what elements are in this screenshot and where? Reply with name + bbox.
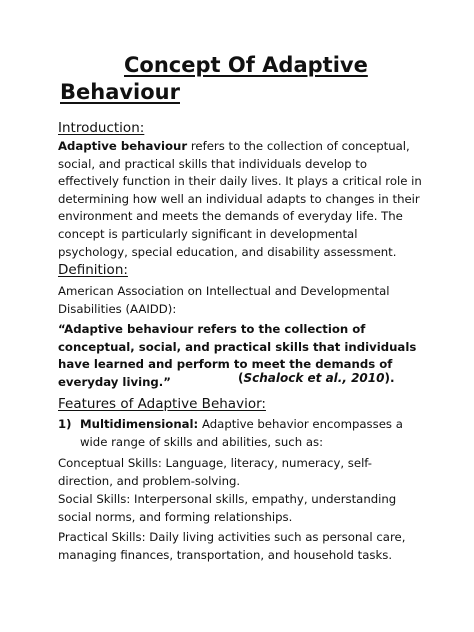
introduction-paragraph [58, 138, 426, 261]
feature-item-lead: Multidimensional: [80, 417, 199, 431]
definition-quote: “Adaptive behaviour refers to the collection of conceptual, social, and practical skills that individuals have learned and perform to meet the demands of everyday living.” [58, 322, 421, 389]
definition-citation [238, 371, 395, 385]
document-title [60, 52, 368, 106]
definition-heading: Definition: [58, 262, 128, 278]
feature-item-number: 1) [58, 417, 72, 431]
citation-open: ( [238, 371, 244, 385]
introduction-lead: Adaptive behaviour [58, 139, 188, 153]
social-skills: Social Skills: Interpersonal skills, empathy, understanding social norms, and forming relationships. [58, 492, 397, 524]
definition-source: American Association on Intellectual and Developmental Disabilities (AAIDD): [58, 284, 390, 316]
introduction-text: refers to the collection of conceptual, social, and practical skills that individuals develop to effectively function in their daily lives. It plays a critical role in determining how well an individual adapts to changes in their environment and meets the demands of everyday life. The concept is particularly significant in developmental psychology, special education, and disability assessment. [58, 139, 422, 259]
practical-skills: Practical Skills: Daily living activities such as personal care, managing finances, transportation, and household tasks. [58, 530, 406, 562]
feature-item-1 [58, 416, 428, 451]
features-heading: Features of Adaptive Behavior: [58, 396, 266, 412]
conceptual-skills: Conceptual Skills: Language, literacy, numeracy, self-direction, and problem-solving. [58, 456, 373, 488]
title-line-2: Behaviour [60, 80, 180, 104]
title-line-1: Concept Of Adaptive [124, 53, 368, 77]
feature-item-text: Adaptive behavior encompasses a wide range of skills and abilities, such as: [80, 417, 403, 449]
introduction-heading: Introduction: [58, 120, 145, 136]
citation-close: ). [384, 371, 395, 385]
citation-author: Schalock et al., 2010 [243, 371, 385, 385]
